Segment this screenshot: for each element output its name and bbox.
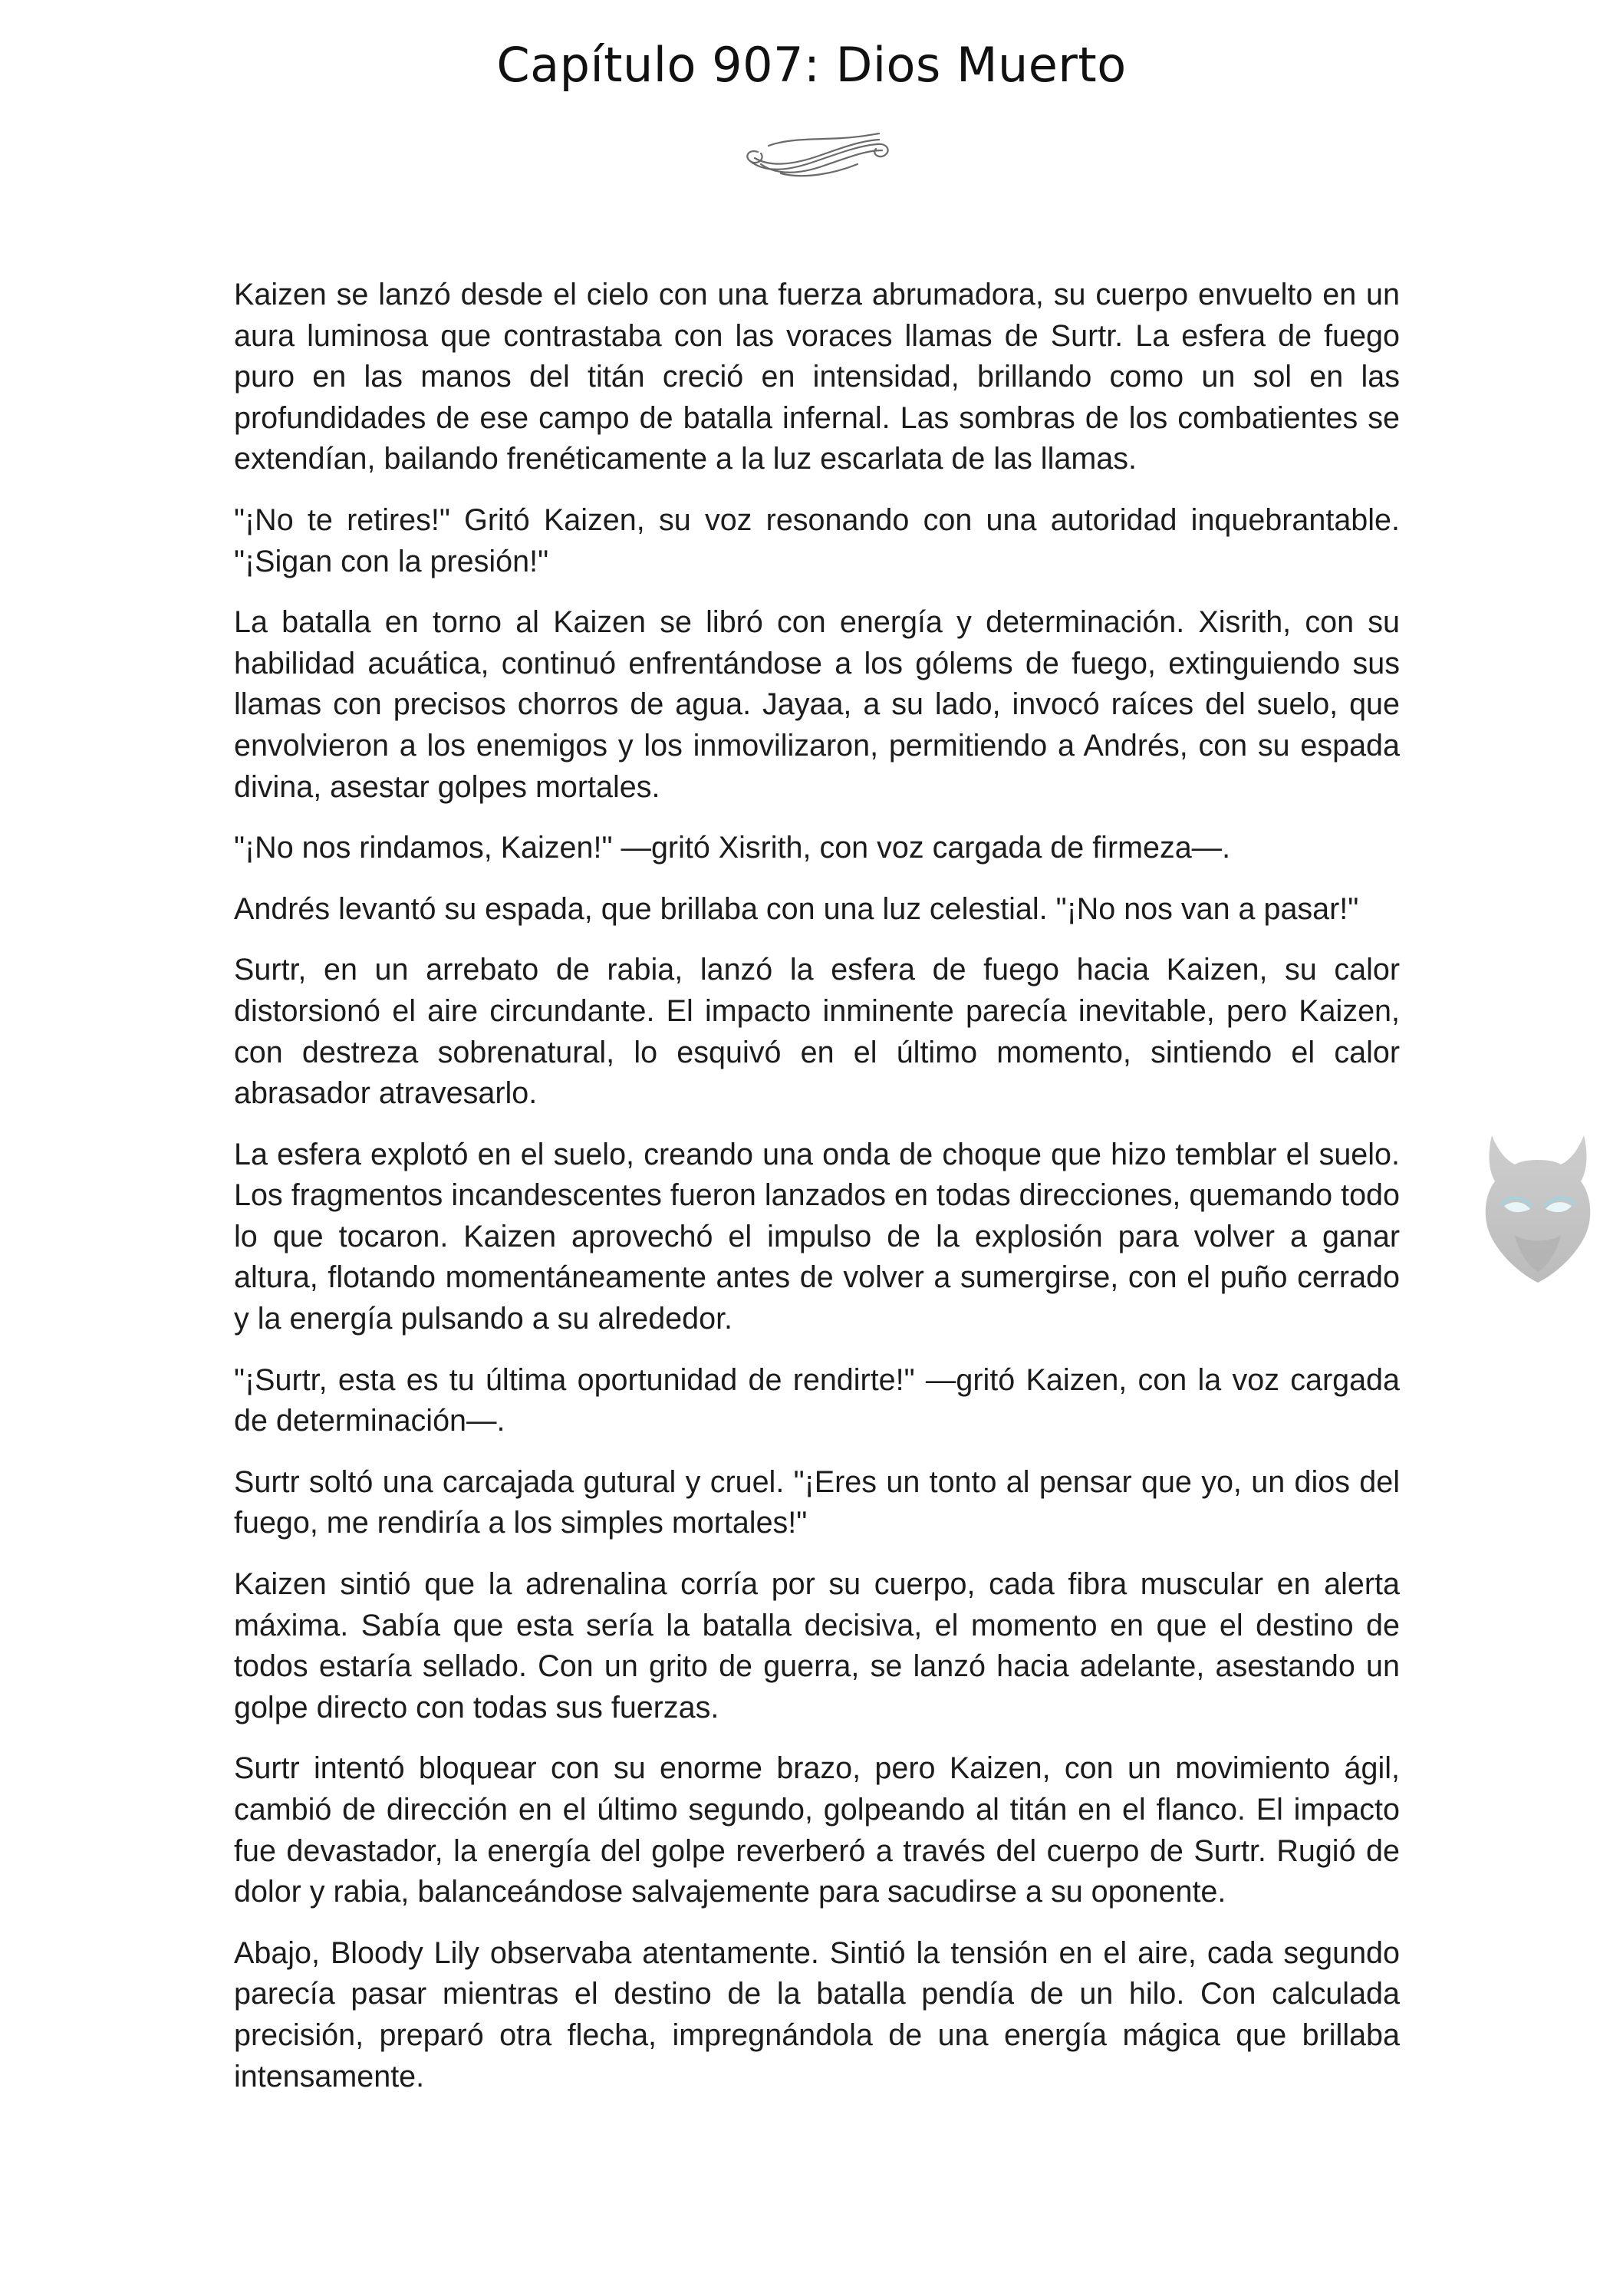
paragraph: Surtr, en un arrebato de rabia, lanzó la esfera de fuego hacia Kaizen, su calor distorsionó el aire circundante. El impacto inminente parecía inevitable, pero Kaizen, con destreza sobrenatural, lo esquivó en el último momento, sintiendo el calor abrasador atravesarlo. bbox=[234, 953, 1400, 1111]
demon-head-logo-icon bbox=[1461, 1120, 1615, 1293]
paragraph: La batalla en torno al Kaizen se libró con energía y determinación. Xisrith, con su habilidad acuática, continuó enfrentándose a los gólems de fuego, extinguiendo sus llamas con precisos chorros de agua. Jayaa, a su lado, invocó raíces del suelo, que envolvieron a los enemigos y los inmovilizaron, permitiendo a Andrés, con su espada divina, asestar golpes mortales. bbox=[234, 605, 1400, 804]
paragraph: "¡No nos rindamos, Kaizen!" —gritó Xisrith, con voz cargada de firmeza—. bbox=[234, 831, 1231, 865]
paragraph: Surtr intentó bloquear con su enorme brazo, pero Kaizen, con un movimiento ágil, cambió de dirección en el último segundo, golpeando al titán en el flanco. El impacto fue devastador, la energía del golpe reverberó a través del cuerpo de Surtr. Rugió de dolor y rabia, balanceándose salvajemente para sacudirse a su oponente. bbox=[234, 1751, 1400, 1909]
flourish-divider-icon bbox=[735, 123, 896, 188]
paragraph: "¡No te retires!" Gritó Kaizen, su voz resonando con una autoridad inquebrantable. "¡Sigan con la presión!" bbox=[234, 502, 1400, 578]
paragraph: Surtr soltó una carcajada gutural y cruel. "¡Eres un tonto al pensar que yo, un dios del fuego, me rendiría a los simples mortales!" bbox=[234, 1464, 1400, 1540]
paragraph: Kaizen se lanzó desde el cielo con una fuerza abrumadora, su cuerpo envuelto en un aura luminosa que contrastaba con las voraces llamas de Surtr. La esfera de fuego puro en las manos del titán creció en intensidad, brillando como un sol en las profundidades de ese campo de batalla infernal. Las sombras de los combatientes se extendían, bailando frenéticamente a la luz escarlata de las llamas. bbox=[234, 278, 1400, 476]
chapter-body bbox=[234, 275, 1400, 2117]
paragraph: Andrés levantó su espada, que brillaba con una luz celestial. "¡No nos van a pasar!" bbox=[234, 891, 1359, 926]
paragraph: Kaizen sintió que la adrenalina corría por su cuerpo, cada fibra muscular en alerta máxima. Sabía que esta sería la batalla decisiva, el momento en que el destino de todos estaría sellado. Con un grito de guerra, se lanzó hacia adelante, asestando un golpe directo con todas sus fuerzas. bbox=[234, 1567, 1400, 1724]
paragraph: Abajo, Bloody Lily observaba atentamente. Sintió la tensión en el aire, cada segundo parecía pasar mientras el destino de la batalla pendía de un hilo. Con calculada precisión, preparó otra flecha, impregnándola de una energía mágica que brillaba intensamente. bbox=[234, 1935, 1400, 2093]
paragraph: "¡Surtr, esta es tu última oportunidad de rendirte!" —gritó Kaizen, con la voz cargada de determinación—. bbox=[234, 1362, 1400, 1438]
chapter-title: Capítulo 907: Dios Muerto bbox=[496, 37, 1127, 93]
paragraph: La esfera explotó en el suelo, creando una onda de choque que hizo temblar el suelo. Los fragmentos incandescentes fueron lanzados en todas direcciones, quemando todo lo que tocaron. Kaizen aprovechó el impulso de la explosión para volver a ganar altura, flotando momentáneamente antes de volver a sumergirse, con el puño cerrado y la energía pulsando a su alrededor. bbox=[234, 1137, 1400, 1336]
